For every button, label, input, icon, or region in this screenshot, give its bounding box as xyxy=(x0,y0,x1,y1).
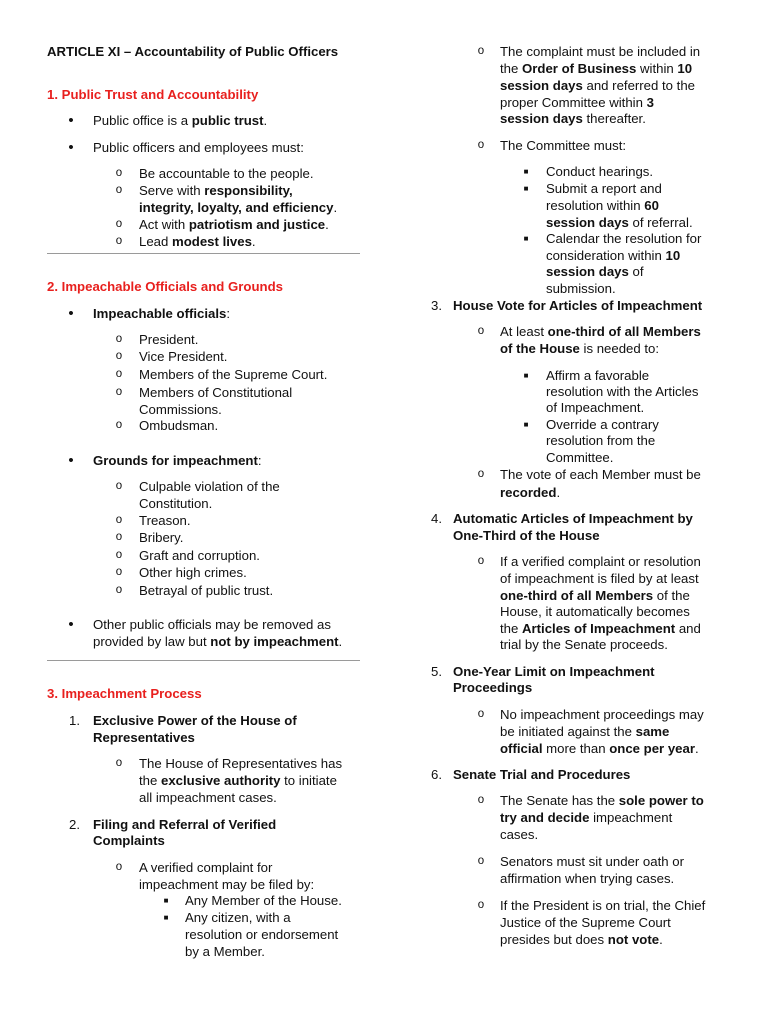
number-marker: 1. xyxy=(69,713,80,728)
circle-marker: o xyxy=(115,861,123,873)
list-item: consideration within 10 xyxy=(546,248,681,263)
list-item: session days of referral. xyxy=(546,215,693,230)
circle-marker: o xyxy=(115,350,123,362)
list-item: recorded. xyxy=(500,485,561,500)
list-item: Affirm a favorable xyxy=(546,368,650,383)
list-item: trial by the Senate proceeds. xyxy=(500,637,668,652)
list-item: affirmation when trying cases. xyxy=(500,871,675,886)
list-item: A verified complaint for xyxy=(139,860,273,875)
circle-marker: o xyxy=(477,794,485,806)
list-item: Public officers and employees must: xyxy=(93,140,304,155)
circle-marker: o xyxy=(115,386,123,398)
list-item: Commissions. xyxy=(139,402,222,417)
list-item: Justice of the Supreme Court xyxy=(500,915,671,930)
circle-marker: o xyxy=(477,555,485,567)
list-item: Vice President. xyxy=(139,349,228,364)
list-item: Any Member of the House. xyxy=(185,893,342,908)
list-item: proper Committee within 3 xyxy=(500,95,654,110)
process-step-title: Complaints xyxy=(93,833,165,848)
list-item: presides but does not vote. xyxy=(500,932,663,947)
list-item: Betrayal of public trust. xyxy=(139,583,274,598)
list-item: session days of xyxy=(546,264,644,279)
list-item: Other public officials may be removed as xyxy=(93,617,331,632)
list-item: Any citizen, with a xyxy=(185,910,291,925)
list-item: Culpable violation of the xyxy=(139,479,280,494)
list-item: If the President is on trial, the Chief xyxy=(500,898,706,913)
list-item: provided by law but not by impeachment. xyxy=(93,634,343,649)
process-step-title: Exclusive Power of the House of xyxy=(93,713,297,728)
circle-marker: o xyxy=(115,757,123,769)
process-step-title: Representatives xyxy=(93,730,195,745)
list-item: the Order of Business within 10 xyxy=(500,61,693,76)
list-item: Submit a report and xyxy=(546,181,662,196)
list-item: submission. xyxy=(546,281,616,296)
list-item: If a verified complaint or resolution xyxy=(500,554,701,569)
circle-marker: o xyxy=(115,584,123,596)
list-item: Members of the Supreme Court. xyxy=(139,367,328,382)
list-item: session days and referred to the xyxy=(500,78,696,93)
circle-marker: o xyxy=(115,218,123,230)
process-step-title: One-Year Limit on Impeachment xyxy=(453,664,655,679)
bullet-marker: • xyxy=(68,452,74,469)
number-marker: 5. xyxy=(431,664,442,679)
circle-marker: o xyxy=(115,566,123,578)
list-item: Public office is a public trust. xyxy=(93,113,268,128)
list-item: by a Member. xyxy=(185,944,265,959)
list-item: resolution within 60 xyxy=(546,198,659,213)
square-marker: ■ xyxy=(523,184,529,193)
list-item: all impeachment cases. xyxy=(139,790,277,805)
list-item: resolution or endorsement xyxy=(185,927,339,942)
process-step-title: Senate Trial and Procedures xyxy=(453,767,631,782)
list-item: integrity, loyalty, and efficiency. xyxy=(139,200,338,215)
list-item: Members of Constitutional xyxy=(139,385,293,400)
circle-marker: o xyxy=(115,167,123,179)
list-item: Constitution. xyxy=(139,496,213,511)
list-item: At least one-third of all Members xyxy=(500,324,701,339)
number-marker: 4. xyxy=(431,511,442,526)
list-item: impeachment may be filed by: xyxy=(139,877,315,892)
list-item: Bribery. xyxy=(139,530,184,545)
list-item: Serve with responsibility, xyxy=(139,183,293,198)
process-step-title: Proceedings xyxy=(453,680,533,695)
circle-marker: o xyxy=(115,235,123,247)
bullet-marker: • xyxy=(68,139,74,156)
list-item: try and decide impeachment xyxy=(500,810,673,825)
list-item: Treason. xyxy=(139,513,191,528)
list-item: Committee. xyxy=(546,450,614,465)
list-item: The House of Representatives has xyxy=(139,756,343,771)
section-3-heading: 3. Impeachment Process xyxy=(47,686,202,701)
divider xyxy=(47,660,360,661)
square-marker: ■ xyxy=(163,896,169,905)
list-item: Lead modest lives. xyxy=(139,234,256,249)
section-1-heading: 1. Public Trust and Accountability xyxy=(47,87,259,102)
list-item: one-third of all Members of the xyxy=(500,588,690,603)
circle-marker: o xyxy=(115,333,123,345)
circle-marker: o xyxy=(115,531,123,543)
process-step-title: One-Third of the House xyxy=(453,528,600,543)
list-item: Other high crimes. xyxy=(139,565,247,580)
circle-marker: o xyxy=(477,899,485,911)
process-step-title: Filing and Referral of Verified xyxy=(93,817,277,832)
bullet-marker: • xyxy=(68,305,74,322)
list-item: Act with patriotism and justice. xyxy=(139,217,329,232)
square-marker: ■ xyxy=(523,420,529,429)
list-item: Be accountable to the people. xyxy=(139,166,314,181)
square-marker: ■ xyxy=(523,371,529,380)
number-marker: 6. xyxy=(431,767,442,782)
list-item: Graft and corruption. xyxy=(139,548,260,563)
list-item: President. xyxy=(139,332,199,347)
process-step-title: House Vote for Articles of Impeachment xyxy=(453,298,703,313)
circle-marker: o xyxy=(115,184,123,196)
list-item: the Articles of Impeachment and xyxy=(500,621,701,636)
circle-marker: o xyxy=(115,549,123,561)
circle-marker: o xyxy=(115,419,123,431)
list-item: session days thereafter. xyxy=(500,111,646,126)
list-item: of the House is needed to: xyxy=(500,341,660,356)
circle-marker: o xyxy=(477,855,485,867)
list-item: No impeachment proceedings may xyxy=(500,707,704,722)
square-marker: ■ xyxy=(523,167,529,176)
square-marker: ■ xyxy=(163,913,169,922)
circle-marker: o xyxy=(477,45,485,57)
list-item: resolution with the Articles xyxy=(546,384,699,399)
list-item: Conduct hearings. xyxy=(546,164,654,179)
list-item: The Senate has the sole power to xyxy=(500,793,704,808)
circle-marker: o xyxy=(477,325,485,337)
circle-marker: o xyxy=(115,514,123,526)
list-item: Calendar the resolution for xyxy=(546,231,702,246)
list-item: Ombudsman. xyxy=(139,418,219,433)
list-item: The vote of each Member must be xyxy=(500,467,701,482)
square-marker: ■ xyxy=(523,234,529,243)
list-item: official more than once per year. xyxy=(500,741,699,756)
section-2-heading: 2. Impeachable Officials and Grounds xyxy=(47,279,283,294)
list-item: of impeachment is filed by at least xyxy=(500,571,699,586)
number-marker: 3. xyxy=(431,298,442,313)
list-item: resolution from the xyxy=(546,433,656,448)
divider xyxy=(47,253,360,254)
list-item: the exclusive authority to initiate xyxy=(139,773,337,788)
bullet-marker: • xyxy=(68,112,74,129)
list-item: Grounds for impeachment: xyxy=(93,453,262,468)
circle-marker: o xyxy=(477,139,485,151)
bullet-marker: • xyxy=(68,616,74,633)
list-item: cases. xyxy=(500,827,539,842)
list-item: The Committee must: xyxy=(500,138,627,153)
number-marker: 2. xyxy=(69,817,80,832)
circle-marker: o xyxy=(477,708,485,720)
list-item: be initiated against the same xyxy=(500,724,670,739)
circle-marker: o xyxy=(115,368,123,380)
list-item: Impeachable officials: xyxy=(93,306,231,321)
list-item: Senators must sit under oath or xyxy=(500,854,684,869)
circle-marker: o xyxy=(477,468,485,480)
process-step-title: Automatic Articles of Impeachment by xyxy=(453,511,693,526)
list-item: House, it automatically becomes xyxy=(500,604,690,619)
circle-marker: o xyxy=(115,480,123,492)
list-item: Override a contrary xyxy=(546,417,659,432)
list-item: The complaint must be included in xyxy=(500,44,701,59)
list-item: of Impeachment. xyxy=(546,400,645,415)
article-title: ARTICLE XI – Accountability of Public Officers xyxy=(47,44,339,59)
